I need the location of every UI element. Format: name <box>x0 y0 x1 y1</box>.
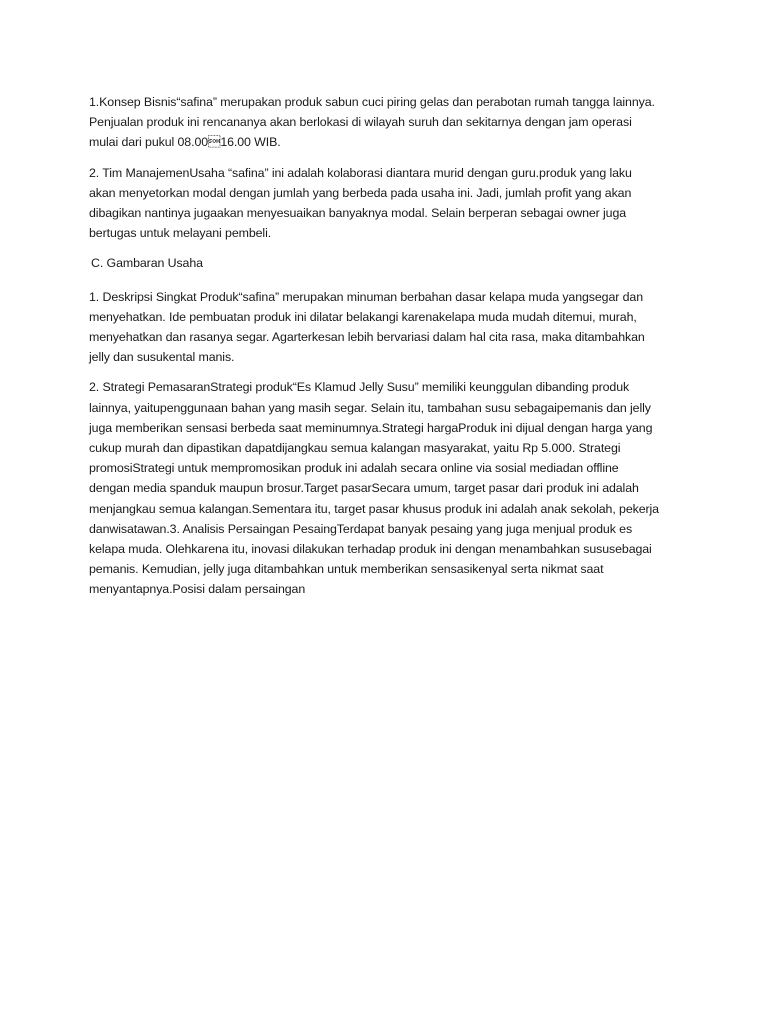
paragraph-tim-manajemen: 2. Tim ManajemenUsaha “safina” ini adalah kolaborasi diantara murid dengan guru.produk yang laku akan menyetorkan modal dengan jumlah yang berbeda pada usaha ini. Jadi, jumlah profit yang akan dibagikan nantinya jugaakan menyesuaikan banyaknya modal. Selain berperan sebagai owner juga bertugas untuk melayani pembeli. <box>89 165 632 241</box>
document-body <box>89 92 687 610</box>
paragraph-strategi-pemasaran: 2. Strategi PemasaranStrategi produk“Es Klamud Jelly Susu” memiliki keunggulan dibanding produk lainnya, yaitupenggunaan bahan yang masih segar. Selain itu, tambahan susu sebagaipemanis dan jelly juga memberikan sensasi berbeda saat meminumnya.Strategi hargaProduk ini dijual dengan harga yang cukup murah dan dipastikan dapatdijangkau semua kalangan masyarakat, yaitu Rp 5.000. Strategi promosiStrategi untuk mempromosikan produk ini adalah secara online via sosial mediadan offline dengan media spanduk maupun brosur.Target pasarSecara umum, target pasar dari produk ini adalah menjangkau semua kalangan.Sementara itu, target pasar khusus produk ini adalah anak sekolah, pekerja danwisatawan.3. Analisis Persaingan PesaingTerdapat banyak pesaing yang juga menjual produk es kelapa muda. Olehkarena itu, inovasi dilakukan terhadap produk ini dengan menambahkan sususebagai pemanis. Kemudian, jelly juga ditambahkan untuk memberikan sensasikenyal serta nikmat saat menyantapnya.Posisi dalam persaingan <box>89 380 659 597</box>
section-heading-gambaran-usaha: C. Gambaran Usaha <box>91 256 203 271</box>
paragraph-deskripsi-produk: 1. Deskripsi Singkat Produk“safina” merupakan minuman berbahan dasar kelapa muda yangsegar dan menyehatkan. Ide pembuatan produk ini dilatar belakangi karenakelapa muda mudah ditemui, murah, menyehatkan dan rasanya segar. Agarterkesan lebih bervariasi dalam hal cita rasa, maka ditambahkan jelly dan susukental manis. <box>89 289 645 365</box>
paragraph-konsep-bisnis: 1.Konsep Bisnis“safina” merupakan produk sabun cuci piring gelas dan perabotan rumah tangga lainnya. Penjualan produk ini rencananya akan berlokasi di wilayah suruh dan sekitarnya dengan jam operasi mulai dari pukul 08.0016.00 WIB. <box>89 95 655 150</box>
